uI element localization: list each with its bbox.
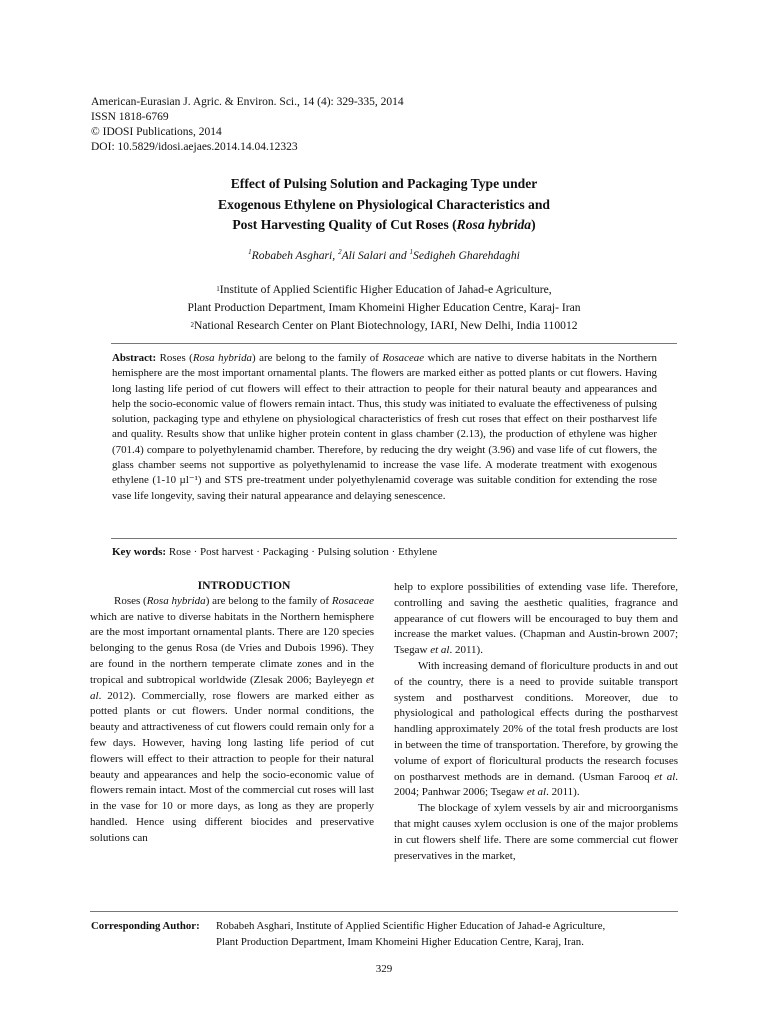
author-name: Sedigheh Gharehdaghi	[413, 249, 520, 262]
keywords	[112, 546, 657, 558]
affiliation-1-cont: Plant Production Department, Imam Khomeini Higher Education Centre, Karaj- Iran	[187, 301, 581, 314]
author-name: Ali Salari and	[341, 249, 410, 262]
page-number: 329	[375, 963, 393, 975]
body-text: which are native to diverse habitats in the Northern hemisphere are the most important ornamental plants. There are 120 species belonging to the genus Rosa (de Vries and Dubois 1996). They are found in the northern temperate climate zones and in the tropical and subtropical worldwide (Zlesak 2006; Bayleyegn	[90, 610, 374, 686]
footnote-rule	[90, 911, 678, 912]
author-name: Robabeh Asghari,	[251, 249, 339, 262]
abstract-top-rule	[111, 343, 677, 344]
affiliation-2	[90, 317, 678, 335]
body-text: . 2004; Panhwar 2006; Tsegaw	[394, 770, 678, 799]
affil-text: Institute of Applied Scientific Higher Education of Jahad-e Agriculture,	[219, 283, 552, 296]
affil-text: National Research Center on Plant Biotechnology, IARI, New Delhi, India 110012	[193, 319, 578, 332]
title-text: Post Harvesting Quality of Cut Roses (	[232, 217, 457, 232]
body-text: . 2011).	[546, 786, 580, 799]
body-italic: et al	[654, 770, 676, 783]
title-text: )	[531, 217, 536, 232]
intro-paragraph-1	[90, 594, 374, 847]
abstract-text: which are native to diverse habitats in the Northern hemisphere are the most important ornamental plants. The flowers are marked either as potted plants or cut flowers. Having long lasting life period of cut flowers will effect to their attraction to people for their natural beauty and appearances and help the socio-economic value of flowers remain intact. Thus, this study was initiated to evaluate the effectiveness of pulsing solution, packaging type and ethylene on physiological characteristics of fresh cut roses that effect on their postharvest life and quality. Results show that unlike higher protein content in glass chamber (2.13), the production of ethylene was higher (701.4) compare to polyethylenamid chamber. Therefore, by reducing the dry weight (3.96) and vase life of cut flowers, the glass chamber seems not supportive as polyethylenamid to increase the vase life. A moderate treatment with exogenous ethylene (1-10 µl⁻¹) and STS pre-treatment under polyethylenamid coverage was suitable condition for extending the rose vase life longevity, saving their natural appearance and delaying senescence.	[112, 352, 658, 502]
body-italic: et al	[430, 644, 450, 657]
keyword: Packaging	[262, 546, 309, 558]
corresponding-line-2: Plant Production Department, Imam Khomeini Higher Education Centre, Karaj, Iran.	[216, 936, 584, 948]
journal-citation: American-Eurasian J. Agric. & Environ. Sci., 14 (4): 329-335, 2014	[91, 96, 404, 108]
journal-issn: ISSN 1818-6769	[91, 111, 169, 123]
section-heading-introduction: INTRODUCTION	[197, 579, 291, 592]
intro-paragraph-3: The blockage of xylem vessels by air and microorganisms that might causes xylem occlusion is one of the major problems in cut flowers shelf life. There are some commercial cut flower preservatives in the market,	[394, 802, 678, 862]
body-text: . 2012). Commercially, rose flowers are marked either as potted plants or cut flowers. Under normal conditions, the beauty and attractiveness of cut flowers could remain only for a few days. However, having long lasting life period of cut flowers will effect to their attraction to people for their natural beauty and appearances and help the socio-economic value of flowers remain intact. Most of the commercial cut roses will last in the vase for 10 or more days, as long as they are properly handled. Hence using different biocides and preservative solutions can	[90, 689, 374, 844]
paper-title	[90, 174, 678, 236]
title-line-1: Effect of Pulsing Solution and Packaging Type under	[230, 176, 538, 191]
abstract-label: Abstract:	[112, 352, 157, 364]
abstract-text: Roses (	[156, 352, 193, 364]
title-species: Rosa hybrida	[456, 217, 532, 232]
left-column	[90, 578, 374, 847]
body-text: ) are belong to the family of	[205, 594, 332, 607]
corresponding-label: Corresponding Author:	[91, 920, 200, 932]
journal-copyright: © IDOSI Publications, 2014	[91, 126, 222, 138]
author-affil-mark: 1	[248, 248, 252, 256]
body-text: Roses (	[114, 594, 147, 607]
body-italic: Rosa hybrida	[146, 594, 206, 607]
body-text: With increasing demand of floriculture products in and out of the country, there is a need to provide suitable transport system and postharvest conditions. Moreover, due to physiological and pathological effects during the postharvest handling approximately 20% of the total fresh products are lost in between the time of transportation. Therefore, by growing the volume of export of floricultural products the research focuses on postharvest methods are in demand. (Usman Farooq	[394, 659, 678, 783]
body-text: help to explore possibilities of extending vase life. Therefore, controlling and saving the aesthetic qualities, fragrance and appearance of cut flowers will be encouraged to buy them and increase the market values. (Chapman and Austin-brown 2007; Tsegaw	[394, 581, 678, 657]
intro-paragraph-2	[394, 659, 678, 801]
keywords-label: Key words:	[112, 546, 167, 558]
corresponding-author	[91, 918, 605, 950]
abstract-bottom-rule	[111, 538, 677, 539]
intro-paragraph-1-cont	[394, 580, 678, 659]
body-text: . 2011).	[449, 644, 483, 657]
corresponding-text: Robabeh Asghari, Institute of Applied Scientific Higher Education of Jahad-e Agriculture,	[216, 920, 606, 932]
right-column	[394, 580, 678, 864]
author-affil-mark: 1	[409, 248, 414, 256]
keyword: Post harvest	[200, 546, 254, 558]
abstract-text: ) are belong to the family of	[251, 352, 383, 364]
keyword: Ethylene	[398, 546, 438, 558]
body-italic: et al	[90, 673, 374, 702]
keyword-separator: ·	[256, 546, 260, 558]
author-affil-mark: 2	[338, 248, 342, 256]
affil-mark: 2	[190, 321, 194, 329]
abstract-italic: Rosa hybrida	[192, 352, 252, 364]
journal-doi: DOI: 10.5829/idosi.aejaes.2014.14.04.12323	[91, 141, 298, 153]
keyword-separator: ·	[193, 546, 198, 558]
authors	[90, 249, 678, 262]
corresponding-line-1	[91, 918, 605, 934]
abstract	[112, 351, 657, 504]
keyword: Rose	[168, 546, 191, 558]
affiliation-1	[90, 281, 678, 299]
journal-header	[91, 95, 404, 155]
body-italic: et al	[526, 786, 547, 799]
body-italic: Rosaceae	[331, 594, 374, 607]
abstract-italic: Rosaceae	[382, 352, 425, 364]
title-line-3	[90, 215, 678, 236]
title-line-2: Exogenous Ethylene on Physiological Characteristics and	[218, 196, 550, 212]
keyword-separator: ·	[311, 546, 315, 558]
affil-mark: 1	[216, 285, 220, 293]
keyword-separator: ·	[391, 546, 396, 558]
affiliations	[90, 281, 678, 335]
keyword: Pulsing solution	[317, 546, 389, 558]
